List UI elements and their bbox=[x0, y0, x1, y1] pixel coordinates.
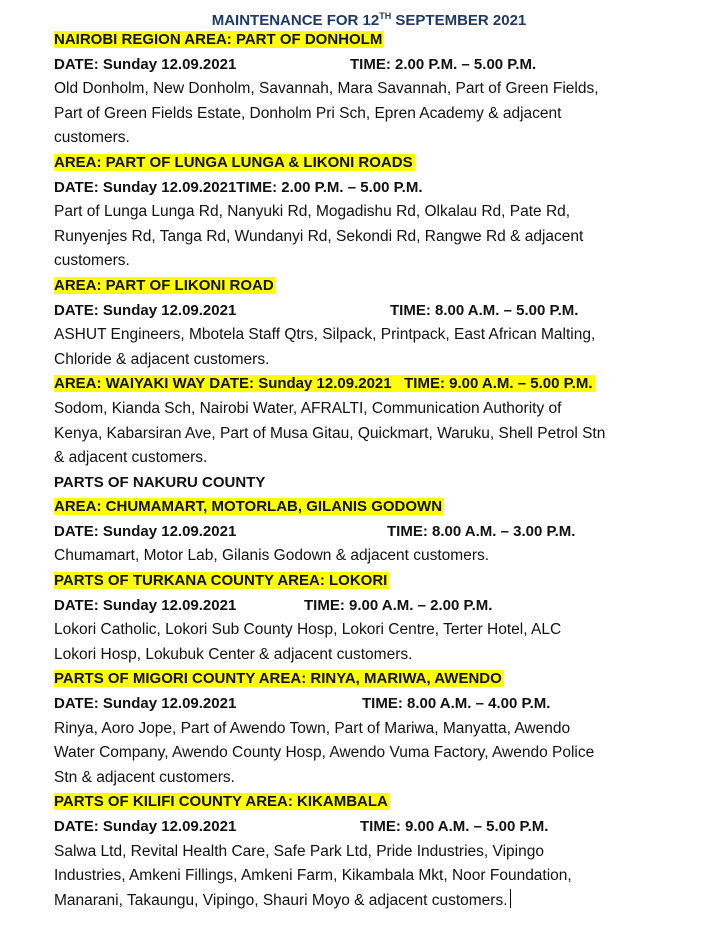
date-time-line: DATE: Sunday 12.09.2021 TIME: 9.00 A.M. – 5.00 P.M. bbox=[54, 818, 549, 835]
section-heading-waiyaki: AREA: WAIYAKI WAY DATE: Sunday 12.09.2021 TIME: 9.00 A.M. – 5.00 P.M. bbox=[54, 375, 593, 393]
section-heading-donholm: NAIROBI REGION AREA: PART OF DONHOLM bbox=[54, 31, 383, 48]
area-list-line: Kenya, Kabarsiran Ave, Part of Musa Gitau, Quickmart, Waruku, Shell Petrol Stn bbox=[54, 424, 606, 442]
area-list-line: Chloride & adjacent customers. bbox=[54, 350, 270, 368]
date-time-line: DATE: Sunday 12.09.2021 TIME: 9.00 A.M. – 2.00 P.M. bbox=[54, 596, 493, 614]
area-list-line: Lokori Hosp, Lokubuk Center & adjacent customers. bbox=[54, 645, 413, 663]
section-heading-lunga-lunga: AREA: PART OF LUNGA LUNGA & LIKONI ROADS bbox=[54, 153, 413, 171]
document-title: MAINTENANCE FOR 12TH SEPTEMBER 2021 bbox=[211, 11, 527, 29]
date-time-line: DATE: Sunday 12.09.2021 TIME: 8.00 A.M. – 5.00 P.M. bbox=[54, 301, 579, 319]
text-cursor bbox=[510, 889, 511, 908]
area-list-line: Industries, Amkeni Fillings, Amkeni Farm, Kikambala Mkt, Noor Foundation, bbox=[54, 867, 572, 885]
area-list-line: Water Company, Awendo County Hosp, Awendo Vuma Factory, Awendo Police bbox=[54, 744, 595, 762]
area-list-line bbox=[54, 889, 694, 914]
area-list-line: & adjacent customers. bbox=[54, 449, 208, 467]
section-heading-migori: PARTS OF MIGORI COUNTY AREA: RINYA, MARIWA, AWENDO bbox=[54, 670, 502, 688]
date-time-line: DATE: Sunday 12.09.2021 TIME: 2.00 P.M. – 5.00 P.M. bbox=[54, 55, 537, 73]
section-heading-chumamart: AREA: CHUMAMART, MOTORLAB, GILANIS GODOWN bbox=[54, 498, 443, 516]
area-list-text: Manarani, Takaungu, Vipingo, Shauri Moyo & adjacent customers. bbox=[54, 891, 508, 909]
section-heading-likoni: AREA: PART OF LIKONI ROAD bbox=[54, 276, 274, 294]
area-list-line: Part of Green Fields Estate, Donholm Pri Sch, Epren Academy & adjacent bbox=[54, 104, 562, 122]
county-heading-nakuru: PARTS OF NAKURU COUNTY bbox=[54, 473, 266, 491]
section-heading-kilifi: PARTS OF KILIFI COUNTY AREA: KIKAMBALA bbox=[54, 793, 388, 811]
area-list-line: Part of Lunga Lunga Rd, Nanyuki Rd, Mogadishu Rd, Olkalau Rd, Pate Rd, bbox=[54, 203, 571, 221]
date-time-line: DATE: Sunday 12.09.2021 TIME: 8.00 A.M. – 4.00 P.M. bbox=[54, 695, 551, 713]
area-list-line: Salwa Ltd, Revital Health Care, Safe Park Ltd, Pride Industries, Vipingo bbox=[54, 842, 544, 860]
area-list-line: Rinya, Aoro Jope, Part of Awendo Town, Part of Mariwa, Manyatta, Awendo bbox=[54, 719, 571, 737]
area-list-line: customers. bbox=[54, 252, 130, 270]
date-time-line: DATE: Sunday 12.09.2021 TIME: 8.00 A.M. – 3.00 P.M. bbox=[54, 522, 576, 540]
area-list-line: Lokori Catholic, Lokori Sub County Hosp, Lokori Centre, Terter Hotel, ALC bbox=[54, 621, 562, 639]
area-list-line: Sodom, Kianda Sch, Nairobi Water, AFRALTI, Communication Authority of bbox=[54, 399, 562, 417]
area-list-line: Stn & adjacent customers. bbox=[54, 768, 235, 786]
document-page bbox=[54, 4, 694, 913]
area-list-line: ASHUT Engineers, Mbotela Staff Qtrs, Silpack, Printpack, East African Malting, bbox=[54, 326, 596, 344]
area-list-line: Old Donholm, New Donholm, Savannah, Mara Savannah, Part of Green Fields, bbox=[54, 80, 599, 98]
area-list-line: Runyenjes Rd, Tanga Rd, Wundanyi Rd, Sekondi Rd, Rangwe Rd & adjacent bbox=[54, 227, 584, 245]
date-time-line: DATE: Sunday 12.09.2021TIME: 2.00 P.M. – 5.00 P.M. bbox=[54, 178, 423, 196]
section-heading-turkana: PARTS OF TURKANA COUNTY AREA: LOKORI bbox=[54, 572, 388, 590]
area-list-line: Chumamart, Motor Lab, Gilanis Godown & adjacent customers. bbox=[54, 547, 490, 565]
area-list-line: customers. bbox=[54, 129, 130, 147]
